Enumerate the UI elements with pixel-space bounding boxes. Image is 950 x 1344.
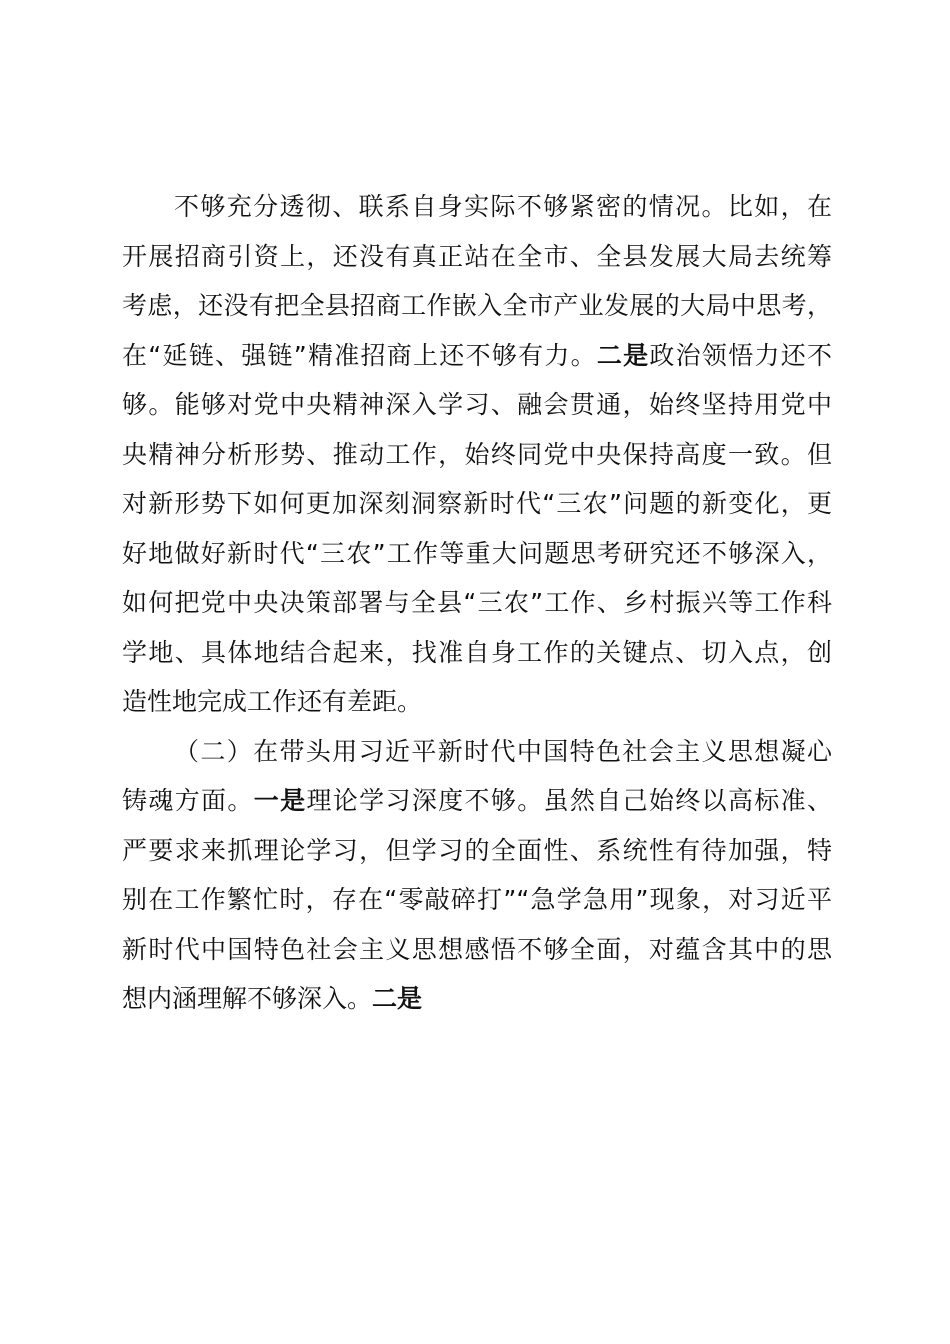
text-line-5: [122, 380, 832, 430]
text-run: 在“延链、强链”精准招商上还不够有力。: [122, 340, 597, 370]
text-run: 严要求来抓理论学习，但学习的全面性、系统性有待加强，特: [122, 835, 832, 865]
text-line-2: [122, 232, 832, 282]
text-run: 考虑，还没有把全县招商工作嵌入全市产业发展的大局中思考，: [122, 291, 832, 320]
text-line-content: [122, 974, 422, 1024]
text-line-15: [122, 875, 832, 925]
text-line-10: [122, 628, 832, 678]
text-run: 想内涵理解不够深入。: [122, 984, 373, 1013]
text-run: 如何把党中央决策部署与全县“三农”工作、乡村振兴等工作科: [122, 588, 832, 617]
text-line-1: [122, 182, 832, 232]
bold-run: 二是: [596, 340, 650, 370]
text-run: 不够充分透彻、联系自身实际不够紧密的情况。比如，在: [174, 192, 832, 221]
text-line-13: [122, 776, 832, 826]
text-line-7: [122, 479, 832, 529]
text-line-content: [122, 331, 832, 381]
text-line-6: [122, 430, 832, 480]
text-run: 理论学习深度不够。虽然自己始终以高标准、: [306, 786, 832, 815]
text-run: 好地做好新时代“三农”工作等重大问题思考研究还不够深入，: [122, 538, 832, 568]
text-run: 够。能够对党中央精神深入学习、融会贯通，始终坚持用党中: [122, 390, 832, 419]
text-line-12: [122, 727, 832, 777]
text-run: 政治领悟力还不: [649, 340, 832, 370]
text-run: 开展招商引资上，还没有真正站在全市、全县发展大局去统筹: [122, 241, 832, 271]
text-run: 铸魂方面。: [122, 786, 254, 815]
text-line-14: [122, 826, 832, 876]
bold-run: 二是: [372, 984, 423, 1013]
text-run: 学地、具体地结合起来，找准自身工作的关键点、切入点，创: [122, 637, 832, 667]
text-line-4: [122, 331, 832, 381]
text-line-content: [122, 776, 832, 826]
text-run: 别在工作繁忙时，存在“零敲碎打”“急学急用”现象，对习近平: [122, 885, 832, 914]
text-line-3: [122, 281, 832, 331]
text-line-8: [122, 529, 832, 579]
text-run: 对新形势下如何更加深刻洞察新时代“三农”问题的新变化，更: [122, 489, 832, 518]
bold-run: 一是: [253, 786, 307, 815]
text-run: 造性地完成工作还有差距。: [122, 687, 423, 716]
text-run: 新时代中国特色社会主义思想感悟不够全面，对蕴含其中的思: [122, 934, 832, 964]
text-line-16: [122, 925, 832, 975]
text-line-11: [122, 677, 832, 727]
text-line-17: [122, 974, 832, 1024]
body-text: [122, 182, 832, 1024]
text-line-9: [122, 578, 832, 628]
text-run: 央精神分析形势、推动工作，始终同党中央保持高度一致。但: [122, 439, 832, 469]
text-run: （二）在带头用习近平新时代中国特色社会主义思想凝心: [174, 736, 832, 766]
